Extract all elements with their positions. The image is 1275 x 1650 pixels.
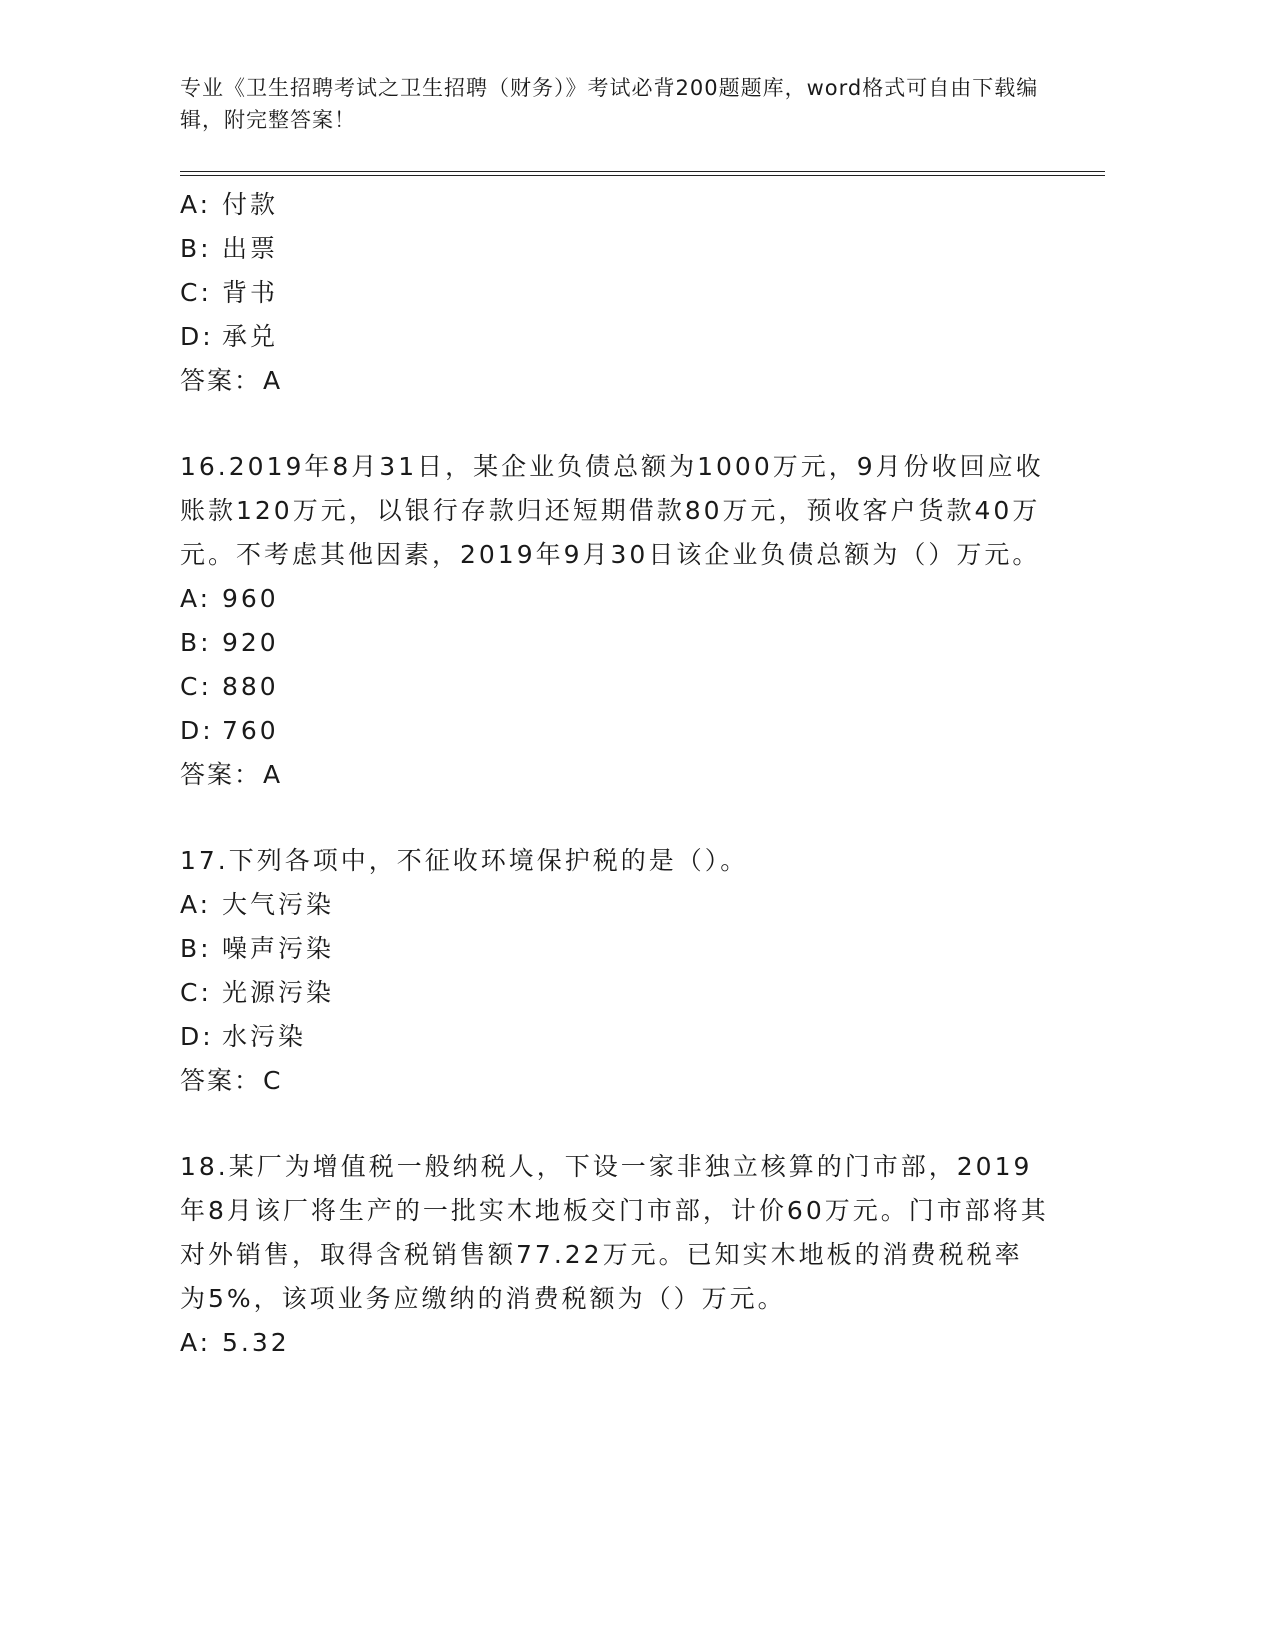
option-a: A: 5.32 — [180, 1328, 290, 1357]
document-header: 专业《卫生招聘考试之卫生招聘（财务）》考试必背200题题库，word格式可自由下载编辑，附完整答案！ — [180, 76, 1039, 132]
option-b: B: 920 — [180, 628, 279, 657]
option-a: A: 大气污染 — [180, 890, 335, 919]
option-c: C: 背书 — [180, 278, 279, 307]
option-d: D: 水污染 — [180, 1022, 307, 1051]
question-list — [180, 183, 1050, 1365]
question-text: 16.2019年8月31日，某企业负债总额为1000万元，9月份收回应收账款120万元，以银行存款归还短期借款80万元，预收客户货款40万元。不考虑其他因素，2019年9月30日该企业负债总额为（）万元。 — [180, 452, 1044, 569]
question-block-15 — [180, 183, 1050, 403]
option-a: A: 付款 — [180, 190, 279, 219]
question-block-16 — [180, 445, 1050, 797]
header-rule-top — [180, 171, 1105, 172]
option-c: C: 880 — [180, 672, 279, 701]
option-b: B: 噪声污染 — [180, 934, 335, 963]
question-block-18 — [180, 1145, 1050, 1365]
answer-line: 答案：C — [180, 1066, 283, 1095]
option-d: D: 承兑 — [180, 322, 279, 351]
question-block-17 — [180, 839, 1050, 1103]
option-b: B: 出票 — [180, 234, 279, 263]
answer-line: 答案：A — [180, 760, 283, 789]
option-d: D: 760 — [180, 716, 279, 745]
header-rule-bottom — [180, 175, 1105, 176]
option-a: A: 960 — [180, 584, 279, 613]
question-text: 18.某厂为增值税一般纳税人，下设一家非独立核算的门市部，2019年8月该厂将生产的一批实木地板交门市部，计价60万元。门市部将其对外销售，取得含税销售额77.22万元。已知实木地板的消费税税率为5%，该项业务应缴纳的消费税额为（）万元。 — [180, 1152, 1049, 1313]
option-c: C: 光源污染 — [180, 978, 335, 1007]
answer-line: 答案：A — [180, 366, 283, 395]
question-text: 17.下列各项中，不征收环境保护税的是（）。 — [180, 846, 749, 875]
